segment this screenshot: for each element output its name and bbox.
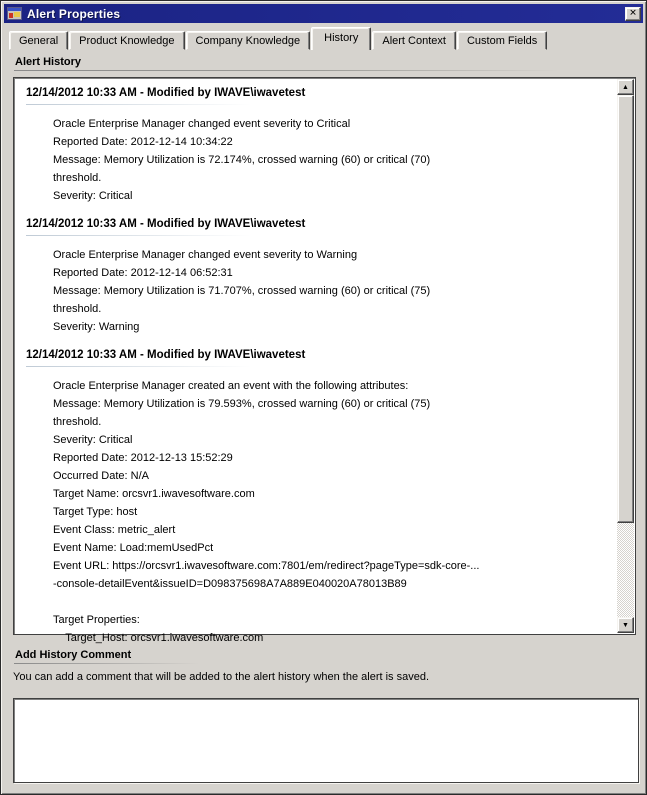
tab-general[interactable] xyxy=(9,31,68,50)
scroll-up-button[interactable] xyxy=(617,79,634,95)
tab-label: Custom Fields xyxy=(466,34,538,47)
entry-line: Message: Memory Utilization is 79.593%, crossed warning (60) or critical (75) xyxy=(53,398,431,410)
window-title: Alert Properties xyxy=(27,6,121,21)
titlebar[interactable] xyxy=(4,4,643,23)
entry-line: Target_Host: orcsvr1.iwavesoftware.com xyxy=(53,632,264,644)
tab-alert-context[interactable] xyxy=(372,31,456,50)
scroll-down-button[interactable] xyxy=(617,617,634,633)
comment-description: You can add a comment that will be added to the alert history when the alert is saved. xyxy=(13,671,430,683)
tab-history[interactable] xyxy=(311,27,371,50)
scroll-down-icon: ▼ xyxy=(622,621,629,629)
entry-line xyxy=(26,593,612,611)
entry-line: Event Name: Load:memUsedPct xyxy=(53,542,214,554)
entry-line: threshold. xyxy=(53,303,102,315)
scroll-up-icon: ▲ xyxy=(622,83,629,91)
entry-line: Reported Date: 2012-12-14 06:52:31 xyxy=(53,267,233,279)
tab-label: History xyxy=(324,31,359,44)
tab-custom-fields[interactable] xyxy=(457,31,547,50)
entry-line: Oracle Enterprise Manager created an event with the following attributes: xyxy=(53,380,409,392)
history-list[interactable] xyxy=(13,77,636,644)
entry-header: 12/14/2012 10:33 AM - Modified by IWAVE\iwavetest xyxy=(26,349,306,361)
entry-line: Target Properties: xyxy=(53,614,140,626)
entry-line: Target Name: orcsvr1.iwavesoftware.com xyxy=(53,488,255,500)
entry-line: Message: Memory Utilization is 71.707%, crossed warning (60) or critical (75) xyxy=(53,285,431,297)
entry-line: Event URL: https://orcsvr1.iwavesoftware.com:7801/em/redirect?pageType=sdk-core-... xyxy=(53,560,480,572)
entry-line: Oracle Enterprise Manager changed event severity to Warning xyxy=(53,249,358,261)
tab-product-knowledge[interactable] xyxy=(69,31,184,50)
comment-input[interactable] xyxy=(13,698,639,783)
add-history-comment-heading: Add History Comment xyxy=(15,649,132,661)
history-entry xyxy=(26,346,612,647)
entry-header: 12/14/2012 10:33 AM - Modified by IWAVE\iwavetest xyxy=(26,87,306,99)
entry-line: Message: Memory Utilization is 72.174%, crossed warning (60) or critical (70) xyxy=(53,154,431,166)
entry-rule xyxy=(26,104,251,105)
add-history-comment-rule xyxy=(14,663,199,664)
tab-label: Company Knowledge xyxy=(195,34,301,47)
alert-history-rule xyxy=(14,70,559,71)
history-list-content xyxy=(16,80,616,644)
close-icon: ✕ xyxy=(629,7,637,18)
entry-line: Occurred Date: N/A xyxy=(53,470,149,482)
close-button[interactable] xyxy=(625,7,641,21)
entry-line: Event Class: metric_alert xyxy=(53,524,176,536)
entry-rule xyxy=(26,235,251,236)
tab-label: General xyxy=(19,34,59,47)
entry-header: 12/14/2012 10:33 AM - Modified by IWAVE\iwavetest xyxy=(26,218,306,230)
entry-line: Reported Date: 2012-12-13 15:52:29 xyxy=(53,452,233,464)
scroll-thumb[interactable] xyxy=(617,95,634,523)
entry-line: threshold. xyxy=(53,416,102,428)
entry-line: -console-detailEvent&issueID=D098375698A7A889E040020A78013B89 xyxy=(53,578,407,590)
entry-line: Severity: Critical xyxy=(53,434,133,446)
history-entry xyxy=(26,84,612,205)
history-scrollbar[interactable] xyxy=(617,79,634,633)
entry-line: Severity: Critical xyxy=(53,190,133,202)
entry-line: threshold. xyxy=(53,172,102,184)
app-icon xyxy=(7,7,22,20)
alert-history-heading: Alert History xyxy=(15,56,82,68)
tab-label: Product Knowledge xyxy=(79,34,175,47)
tab-company-knowledge[interactable] xyxy=(186,31,311,50)
tab-label: Alert Context xyxy=(382,34,446,47)
history-entry xyxy=(26,215,612,336)
entry-line: Target Type: host xyxy=(53,506,138,518)
entry-rule xyxy=(26,366,251,367)
tab-strip xyxy=(9,28,638,50)
entry-line: Reported Date: 2012-12-14 10:34:22 xyxy=(53,136,233,148)
entry-line: Severity: Warning xyxy=(53,321,140,333)
entry-line: Oracle Enterprise Manager changed event severity to Critical xyxy=(53,118,351,130)
